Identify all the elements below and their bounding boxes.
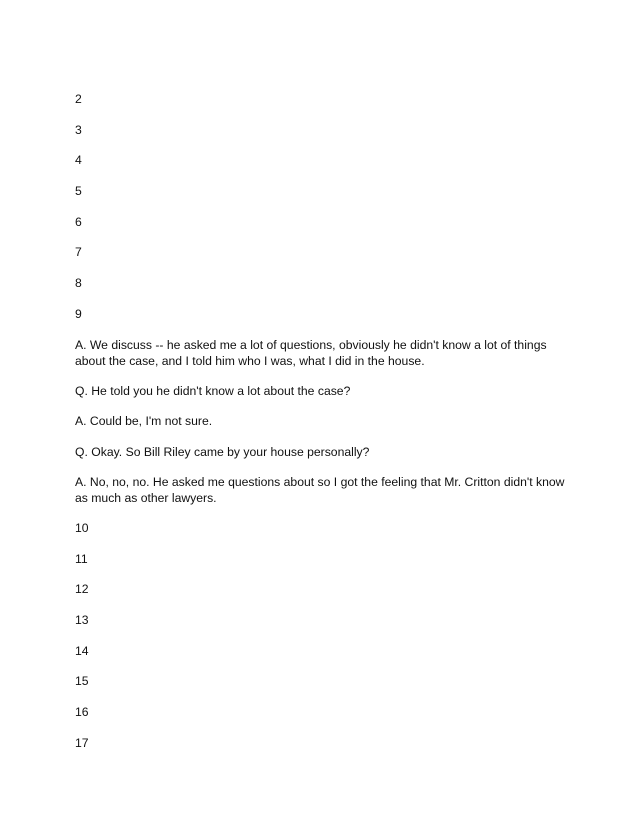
line-number: 4 [75,153,82,168]
answer-paragraph: A. No, no, no. He asked me questions about so I got the feeling that Mr. Critton didn't know as much as other lawyers. [75,475,565,505]
answer-paragraph: A. We discuss -- he asked me a lot of questions, obviously he didn't know a lot of things about the case, and I told him who I was, what I did in the house. [75,337,547,368]
line-number: 7 [75,245,82,260]
line-number: 16 [75,705,89,720]
answer-paragraph: A. Could be, I'm not sure. [75,414,213,428]
line-number: 14 [75,643,89,658]
line-number: 9 [75,306,82,321]
line-number: 11 [75,551,88,566]
line-number: 12 [75,582,89,597]
question-paragraph: Q. He told you he didn't know a lot about the case? [75,383,351,398]
line-number: 5 [75,184,82,199]
question-paragraph: Q. Okay. So Bill Riley came by your house personally? [75,444,370,459]
line-number: 8 [75,276,82,291]
line-number: 13 [75,613,89,628]
line-number: 6 [75,214,82,229]
line-number: 10 [75,521,89,535]
transcript-content [75,91,565,766]
line-number: 15 [75,674,89,689]
line-number: 2 [75,92,82,106]
line-number: 3 [75,122,82,137]
line-number: 17 [75,735,89,750]
